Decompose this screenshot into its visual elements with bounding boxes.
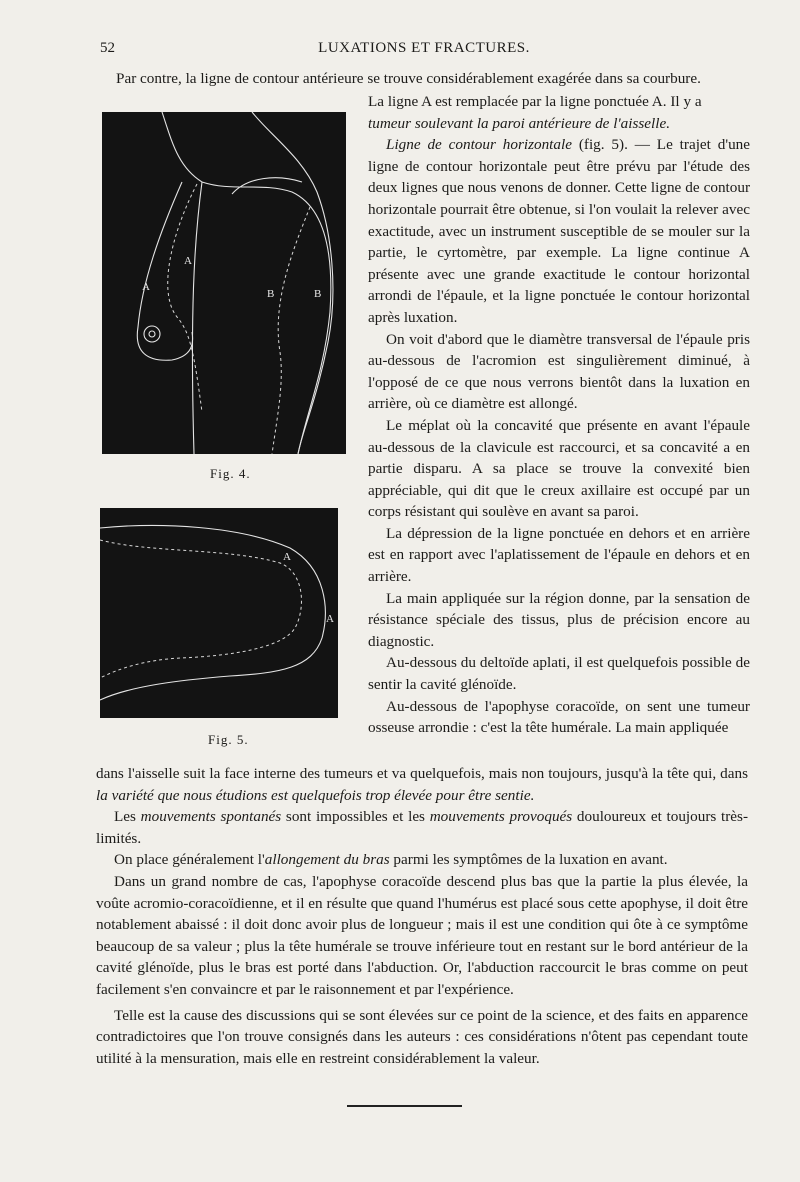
page-header xyxy=(100,40,748,60)
paragraph xyxy=(96,763,748,806)
paragraph-text: On place généralement l' xyxy=(114,851,265,869)
italic-text: allongement du bras xyxy=(264,851,390,869)
figure-5-caption: Fig. 5. xyxy=(208,732,249,747)
fig5-label-a2: A xyxy=(326,613,334,625)
closing-rule xyxy=(347,1105,462,1107)
paragraph-text: (fig. 5). — Le trajet d'une ligne de contour horizontale peut être prévu par l'étude des deux lignes que nous venons de donner. Cette ligne de contour horizontale pourrait être obtenue, si l'on voulait la relever avec exactitude, avec un instrument susceptible de se mouler sur la partie, le cyrtomètre, par exemple. La ligne continue A présente avec une grande exactitude le contour horizontal arrondi de l'épaule, et la ligne ponctuée le contour horizontal après luxation. xyxy=(368,136,750,326)
figure-5-illustration xyxy=(100,508,338,718)
italic-text: Ligne de contour horizontale xyxy=(386,136,572,154)
paragraph xyxy=(96,849,748,871)
paragraph: Au-dessous du deltoïde aplati, il est quelquefois possible de sentir la cavité glénoïde. xyxy=(368,654,750,694)
italic-text: mouvements spontanés xyxy=(140,808,282,826)
paragraph: On voit d'abord que le diamètre transversal de l'épaule pris au-dessous de l'acromion est singulièrement diminué, à l'opposé de ce que nous verrons bientôt dans la luxation en arrière, où ce diamètre est allongé. xyxy=(368,330,750,413)
paragraph: La main appliquée sur la région donne, par la sensation de résistance spéciale des tissus, plus de précision encore au diagnostic. xyxy=(368,589,750,650)
italic-text: tumeur soulevant la paroi antérieure de l'aisselle. xyxy=(368,114,671,132)
paragraph-text: dans l'aisselle suit la face interne des tumeurs et va quelquefois, mais non toujours, jusqu'à la tête qui, dans xyxy=(96,765,748,782)
paragraph xyxy=(368,134,750,328)
running-title: LUXATIONS ET FRACTURES. xyxy=(318,40,530,56)
paragraph-text: Les xyxy=(114,808,141,826)
fig4-label-b1: B xyxy=(267,288,275,300)
paragraph: Le méplat où la concavité que présente en avant l'épaule au-dessous de la clavicule est raccourci, et sa concavité a en partie disparu. A sa place se trouve la convexité bien appréciable, qui dit que le creux axillaire est occupé par un corps résistant qui soulève en avant sa paroi. xyxy=(368,416,750,521)
fig4-label-b2: B xyxy=(314,288,322,300)
fig4-label-a2: A xyxy=(184,255,192,267)
paragraph: Telle est la cause des discussions qui se sont élevées sur ce point de la science, et des faits en apparence contradictoires que l'on trouve consignés dans les auteurs : ces considérations n'ôtent pas cependant toute utilité à la mensuration, mais elle en restreint considérablement la valeur. xyxy=(96,1006,748,1067)
top-line xyxy=(116,68,750,90)
paragraph: La dépression de la ligne ponctuée en dehors et en arrière est en rapport avec l'aplatissement de l'épaule en dehors et en arrière. xyxy=(368,524,750,586)
paragraph-text: parmi les symptômes de la luxation en avant. xyxy=(389,851,668,869)
paragraph-text: douloureux et toujours très-limités. xyxy=(96,808,748,847)
fig5-label-a1: A xyxy=(283,551,291,563)
bottom-text xyxy=(96,763,748,1069)
text-line: La ligne A est remplacée par la ligne ponctuée A. Il y a xyxy=(368,93,702,110)
italic-text: la variété que nous étudions est quelquefois trop élevée pour être sentie. xyxy=(96,786,535,804)
figure-4-caption: Fig. 4. xyxy=(210,466,251,481)
right-column xyxy=(368,91,750,739)
paragraph xyxy=(368,91,750,134)
paragraph: Dans un grand nombre de cas, l'apophyse coracoïde descend plus bas que la partie la plus élevée, la voûte acromio-coracoïdienne, et il en résulte que quand l'humérus est placé sous cette apophyse, il doit être notablement abaissé : il doit donc avoir plus de longueur ; mais il est une condition qui ôte à ce symptôme beaucoup de sa valeur ; plus la tête humérale se trouve inférieure tout en restant sur le bord antérieur de la cavité glénoïde, plus le bras est porté dans l'abduction. Or, l'abduction raccourcit le bras comme on peut facilement s'en convaincre et par le raisonnement et par l'expérience. xyxy=(96,872,748,998)
figure-5 xyxy=(100,508,338,718)
paragraph xyxy=(96,806,748,849)
fig4-label-a1: A xyxy=(142,281,150,293)
top-line-text: Par contre, la ligne de contour antérieure se trouve considérablement exagérée dans sa courbure. xyxy=(116,70,701,87)
paragraph: Au-dessous de l'apophyse coracoïde, on sent une tumeur osseuse arrondie : c'est la tête humérale. La main appliquée xyxy=(368,697,750,737)
paragraph-text: sont impossibles et les xyxy=(281,808,430,826)
page-number: 52 xyxy=(100,40,115,56)
italic-text: mouvements provoqués xyxy=(429,808,573,826)
figure-4 xyxy=(102,112,346,454)
figure-4-illustration xyxy=(102,112,346,454)
